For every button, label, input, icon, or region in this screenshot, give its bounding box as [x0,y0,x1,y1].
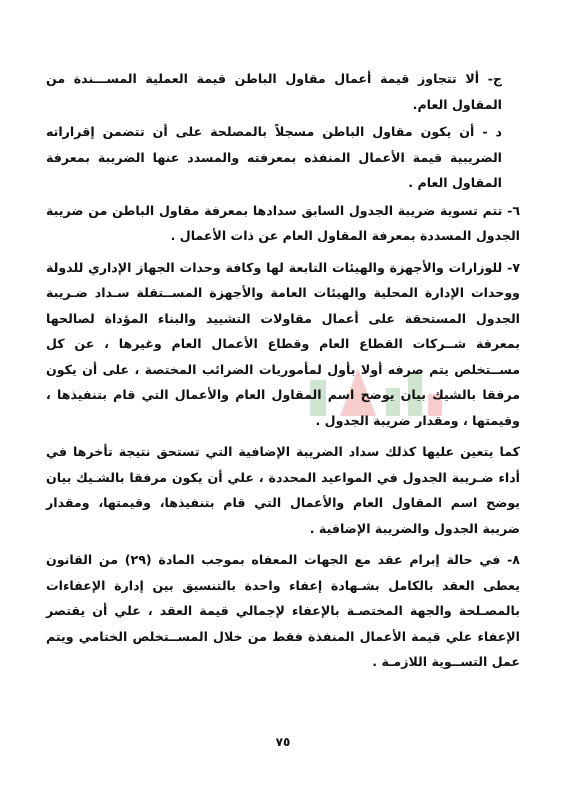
paragraph-additional-tax: كما يتعين عليها كذلك سداد الضريبة الإضافية التي تستحق نتيجة تأخرها في أداء ضـريبة الجدول في المواعيد المحددة ، علي أن يكون مرفقا بالشـيك بيان يوضح اسم المقاول العام والأعمال التي قام بتنفيذها، وقيمتها، ومقدار ضريبة الجدول والضريبة الإضافية . [46,444,520,536]
paragraph-clause-7: ٧- للوزارات والأجهزة والهيئات التابعة لها وكافة وحدات الجهاز الإداري للدولة ووحدات الإدارة المحلية والهيئات العامة والأجهزة المســتقلة سـداد ضـريبة الجدول المستحقة على أعمال مقاولات التشييد والبناء المؤداة لصالحها بمعرفة شــركات القطاع العام وقطاع الأعمال العام وغيرها ، عن كل مســتخلص يتم صرفه أولا بأول لمأموريات الضرائب المختصة ، على أن يكون مرفقا بالشيك بيان يوضح اسم المقاول العام والأعمال التي قام بتنفيذها ، وقيمتها ، ومقدار ضريبة الجدول . [46,259,520,428]
paragraph-clause-6: ٦- تتم تسوية ضريبة الجدول السابق سدادها بمعرفة مقاول الباطن من ضريبة الجدول المسددة بمعرفة المقاول العام عن ذات الأعمال . [46,202,520,243]
paragraph-clause-8: ٨- في حالة إبرام عقد مع الجهات المعفاه بموجب المادة (٢٩) من القانون يعطى العقد بالكامل بشـهادة إعفاء واحدة بالتنسيق بين إدارة الإعفاءات بالمصـلحة والجهة المختصـة بالإعفاء لإجمالي قيمة العقد ، علي أن يقتصر الإعفاء علي قيمة الأعمال المنفذة فقط من خلال المســتخلص الختامي ويتم عمل التســوية اللازمـة . [46,552,520,669]
body-text [46,66,520,675]
paragraph-item-c: ج- ألا تتجاوز قيمة أعمال مقاول الباطن قيمة العملية المســـندة من المقاول العام. [46,71,502,112]
page-number: ٧٥ [275,735,291,749]
paragraph-item-d: د - أن يكون مقاول الباطن مسجلاً بالمصلحة على أن تتضمن إقراراته الضريبية قيمة الأعمال المنفذه بمعرفته والمسدد عنها الضريبة بمعرفة المقاول العام . [46,124,502,190]
